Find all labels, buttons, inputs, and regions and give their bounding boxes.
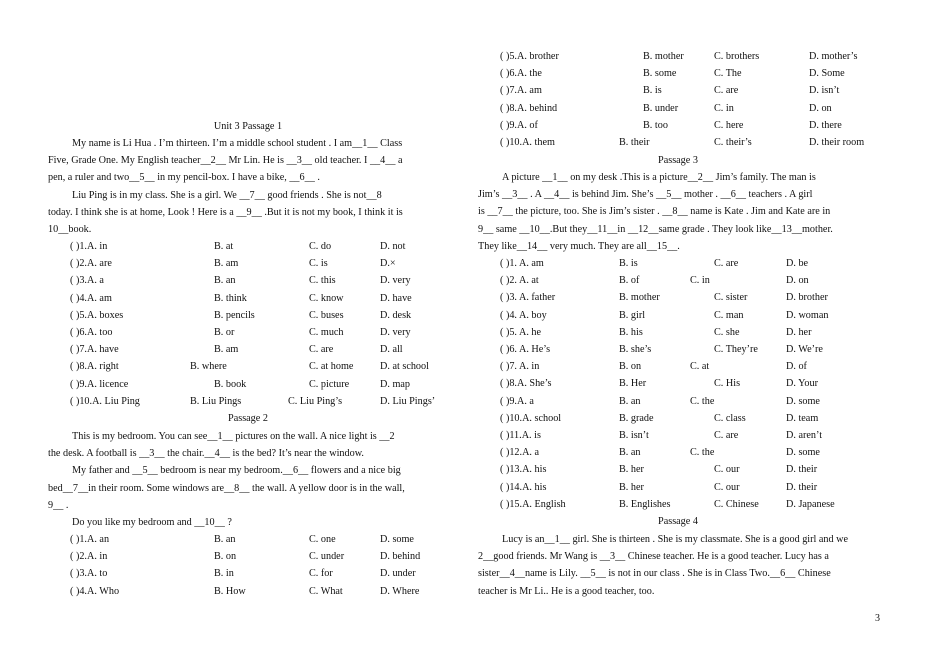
question-option-a: ( )4.A. Who	[70, 585, 120, 597]
question-row	[478, 375, 878, 392]
question-option-d: D. aren’t	[786, 430, 823, 441]
question-option-a: ( )1. A. am	[500, 258, 544, 269]
question-row	[478, 289, 878, 306]
question-option-c: C. know	[309, 292, 344, 304]
question-option-a: ( )7.A. have	[70, 344, 119, 356]
question-option-d: D. all	[380, 344, 403, 356]
question-option-d: D. at school	[380, 361, 429, 373]
question-option-b: B. of	[619, 275, 640, 287]
question-option-d: D. very	[380, 327, 411, 338]
question-option-c: C. man	[714, 309, 744, 321]
question-option-c: C. are	[714, 85, 739, 97]
question-option-a: ( )5.A. boxes	[70, 309, 124, 321]
question-option-c: C. are	[714, 258, 739, 269]
question-option-d: D. brother	[786, 292, 828, 304]
question-row	[48, 583, 448, 600]
question-row	[478, 461, 878, 478]
passage-text-line: A picture __1__ on my desk .This is a picture__2__ Jim’s family. The man is	[502, 172, 816, 183]
question-option-d: D. some	[380, 534, 414, 545]
question-option-b: B. am	[214, 258, 239, 270]
question-row	[478, 272, 878, 289]
question-row	[478, 100, 878, 117]
question-option-d: D. their room	[809, 137, 865, 148]
passage-text-line: 2__good friends. Mr Wang is __3__ Chinese teacher. He is a good teacher. Lucy has a	[478, 551, 829, 563]
question-row	[478, 410, 878, 427]
question-option-b: B. is	[643, 85, 662, 97]
question-option-a: ( )4. A. boy	[500, 309, 547, 321]
question-option-b: B. his	[619, 326, 643, 338]
question-row	[48, 255, 448, 272]
question-row	[48, 393, 448, 410]
passage-text-line: Liu Ping is in my class. She is a girl. We __7__ good friends . She is not__8	[72, 189, 382, 201]
question-option-c: C. in	[714, 102, 734, 114]
question-option-b: B. isn’t	[619, 430, 649, 441]
question-option-d: D. on	[809, 102, 832, 114]
question-row	[478, 393, 878, 410]
question-row	[478, 65, 878, 82]
question-option-c: C. one	[309, 534, 336, 545]
passage-title: Unit 3 Passage 1	[213, 121, 283, 132]
passage-text-line: Lucy is an__1__ girl. She is thirteen . She is my classmate. She is a good girl and we	[502, 534, 849, 545]
question-option-b: B. Her	[619, 378, 647, 390]
question-option-c: C. this	[309, 275, 336, 287]
question-option-d: D. under	[380, 568, 416, 580]
passage-title: Passage 4	[658, 516, 698, 527]
question-row	[48, 548, 448, 565]
question-option-a: ( )8.A. behind	[500, 102, 558, 114]
question-option-c: C. here	[714, 119, 744, 131]
question-option-a: ( )15.A. English	[500, 498, 566, 510]
question-option-a: ( )3. A. father	[500, 292, 556, 304]
passage-text-line: 9__ same __10__.But they__11__in __12__same grade . They look like__13__mother.	[478, 223, 833, 235]
question-option-a: ( )2.A. are	[70, 258, 112, 270]
question-option-d: D. woman	[786, 309, 829, 321]
question-option-d: D. Some	[809, 68, 845, 80]
passage-title: Passage 2	[228, 413, 268, 424]
question-row	[48, 290, 448, 307]
question-option-d: D. their	[786, 481, 818, 493]
question-option-b: B. pencils	[214, 309, 255, 321]
question-option-a: ( )14.A. his	[500, 481, 547, 493]
question-option-b: B. How	[214, 585, 246, 597]
question-row	[478, 255, 878, 272]
question-option-b: B. an	[214, 275, 236, 287]
question-option-b: B. in	[214, 568, 234, 580]
question-option-b: B. think	[214, 292, 247, 304]
question-row	[48, 565, 448, 582]
question-option-d: D. some	[786, 447, 820, 459]
question-option-a: ( )7.A. am	[500, 85, 542, 97]
question-option-d: D. of	[786, 361, 807, 373]
question-row	[478, 496, 878, 513]
question-option-c: C. picture	[309, 378, 350, 390]
question-row	[478, 307, 878, 324]
question-option-b: B. book	[214, 378, 247, 390]
question-option-b: B. too	[643, 119, 668, 131]
question-option-b: B. an	[619, 447, 641, 459]
question-option-c: C. are	[309, 344, 334, 356]
question-row	[478, 444, 878, 461]
question-option-a: ( )10.A. them	[500, 137, 555, 148]
question-option-a: ( )8.A. She’s	[500, 378, 552, 390]
question-option-b: B. Liu Pings	[190, 395, 242, 407]
question-option-c: C. do	[309, 241, 332, 252]
question-row	[48, 238, 448, 255]
question-option-b: B. on	[619, 361, 642, 373]
question-option-d: D. Japanese	[786, 498, 835, 510]
passage-text-line: sister__4__name is Lily. __5__ is not in our class . She is in Class Two.__6__ Chinese	[478, 568, 831, 580]
question-option-d: D. there	[809, 119, 842, 131]
question-option-c: C. class	[714, 412, 746, 424]
passage-text-line: They like__14__ very much. They are all__15__.	[478, 240, 680, 252]
question-option-d: D. mother’s	[809, 51, 858, 62]
question-option-c: C. much	[309, 327, 344, 338]
question-option-d: D. on	[786, 275, 809, 287]
question-option-a: ( )6.A. too	[70, 327, 113, 338]
question-row	[478, 358, 878, 375]
passage-text-line: Jim’s __3__ . A __4__ is behind Jim. She’s __5__ mother . __6__ teachers . A girl	[478, 189, 813, 201]
question-option-b: B. where	[190, 361, 227, 373]
question-option-c: C. They’re	[714, 344, 758, 355]
question-option-c: C. at home	[309, 361, 354, 373]
question-row	[48, 272, 448, 289]
question-option-d: D. team	[786, 412, 819, 424]
question-option-b: B. an	[214, 534, 236, 545]
question-option-a: ( )7. A. in	[500, 361, 540, 373]
question-option-d: D. Your	[786, 378, 818, 390]
question-option-a: ( )6. A. He’s	[500, 344, 551, 355]
question-option-c: C. is	[309, 258, 328, 270]
question-option-c: C. The	[714, 68, 742, 80]
passage-text-line: pen, a ruler and two__5__ in my pencil-box. I have a bike, __6__ .	[48, 172, 320, 184]
question-option-c: C. brothers	[714, 51, 760, 62]
passage-text-line: 9__ .	[48, 499, 69, 511]
question-option-b: B. Englishes	[619, 498, 671, 510]
question-option-b: B. her	[619, 464, 644, 476]
passage-text-line: bed__7__in their room. Some windows are__8__ the wall. A yellow door is in the wall,	[48, 482, 405, 494]
question-option-d: D. be	[786, 258, 809, 269]
question-option-d: D. Liu Pings’	[380, 395, 436, 407]
question-option-d: D. map	[380, 378, 410, 390]
question-option-b: B. she’s	[619, 344, 652, 355]
passage-text-line: today. I think she is at home, Look ! Here is a __9__ .But it is not my book, I think it is	[48, 206, 403, 218]
question-option-b: B. on	[214, 551, 237, 563]
page-number: 3	[875, 613, 880, 624]
passage-text-line: teacher is Mr Li.. He is a good teacher, too.	[478, 585, 655, 597]
question-option-c: C. she	[714, 326, 740, 338]
question-option-b: B. mother	[643, 51, 684, 62]
question-option-d: D.×	[380, 258, 396, 270]
passage-text-line: is __7__ the picture, too. She is Jim’s sister . __8__ name is Kate . Jim and Kate are in	[478, 206, 831, 218]
question-row	[478, 48, 878, 65]
question-option-a: ( )3.A. a	[70, 275, 104, 287]
question-option-d: D. desk	[380, 309, 412, 321]
question-option-c: C. their’s	[714, 137, 752, 148]
question-option-a: ( )10.A. school	[500, 412, 562, 424]
question-option-c: C. are	[714, 430, 739, 441]
question-option-b: B. girl	[619, 309, 646, 321]
question-option-a: ( )2.A. in	[70, 551, 108, 563]
question-option-c: C. the	[690, 447, 715, 459]
passage-text-line: My name is Li Hua . I’m thirteen. I’m a middle school student . I am__1__ Class	[72, 138, 403, 149]
question-option-b: B. am	[214, 344, 239, 356]
question-option-c: C. What	[309, 585, 343, 597]
question-option-c: C. the	[690, 395, 715, 407]
question-option-d: D. have	[380, 292, 412, 304]
question-row	[478, 117, 878, 134]
question-option-a: ( )4.A. am	[70, 292, 112, 304]
question-option-b: B. mother	[619, 292, 660, 304]
question-row	[48, 531, 448, 548]
question-option-b: B. is	[619, 258, 638, 269]
question-option-a: ( )9.A. a	[500, 395, 534, 407]
question-option-d: D. behind	[380, 551, 421, 563]
passage-text-line: the desk. A football is __3__ the chair.__4__ is the bed? It’s near the window.	[48, 448, 364, 460]
question-row	[48, 307, 448, 324]
question-option-c: C. our	[714, 481, 740, 493]
question-option-b: B. an	[619, 395, 641, 407]
question-option-b: B. at	[214, 241, 234, 252]
question-option-a: ( )10.A. Liu Ping	[70, 395, 140, 407]
question-option-c: C. Liu Ping’s	[288, 395, 343, 407]
question-option-d: D. their	[786, 464, 818, 476]
question-row	[478, 324, 878, 341]
question-option-c: C. His	[714, 378, 741, 390]
question-option-a: ( )13.A. his	[500, 464, 547, 476]
question-option-a: ( )9.A. of	[500, 119, 538, 131]
question-option-a: ( )1.A. an	[70, 534, 110, 545]
question-option-c: C. at	[690, 361, 710, 373]
question-option-d: D. Where	[380, 585, 420, 597]
question-option-a: ( )5. A. he	[500, 326, 542, 338]
question-option-b: B. or	[214, 327, 235, 338]
question-option-d: D. very	[380, 275, 411, 287]
question-option-c: C. in	[690, 275, 710, 287]
question-row	[48, 324, 448, 341]
question-row	[48, 376, 448, 393]
question-option-d: D. some	[786, 395, 820, 407]
question-row	[478, 82, 878, 99]
passage-title: Passage 3	[658, 155, 698, 166]
question-option-b: B. her	[619, 481, 644, 493]
question-option-b: B. some	[643, 68, 677, 80]
question-row	[48, 358, 448, 375]
question-row	[478, 341, 878, 358]
question-option-a: ( )3.A. to	[70, 568, 108, 580]
question-option-a: ( )6.A. the	[500, 68, 542, 80]
question-option-a: ( )2. A. at	[500, 275, 539, 287]
question-option-a: ( )12.A. a	[500, 447, 540, 459]
question-row	[478, 134, 878, 151]
question-option-d: D. isn’t	[809, 85, 840, 97]
passage-text-line: This is my bedroom. You can see__1__ pictures on the wall. A nice light is __2	[72, 431, 395, 442]
question-option-c: C. Chinese	[714, 498, 759, 510]
question-option-c: C. sister	[714, 292, 748, 304]
passage-text-line: Five, Grade One. My English teacher__2__ Mr Lin. He is __3__ old teacher. I __4__ a	[48, 155, 403, 167]
question-option-a: ( )1.A. in	[70, 241, 108, 252]
question-row	[478, 427, 878, 444]
passage-text-line: My father and __5__ bedroom is near my bedroom.__6__ flowers and a nice big	[72, 465, 401, 477]
question-option-b: B. under	[643, 102, 679, 114]
question-option-c: C. under	[309, 551, 345, 563]
passage-text-line: 10__book.	[48, 224, 92, 235]
question-option-c: C. buses	[309, 309, 344, 321]
question-option-b: B. their	[619, 137, 650, 148]
question-option-d: D. not	[380, 241, 406, 252]
question-option-c: C. for	[309, 568, 333, 580]
question-option-a: ( )9.A. licence	[70, 378, 129, 390]
question-option-a: ( )8.A. right	[70, 361, 119, 373]
question-option-d: D. her	[786, 326, 812, 338]
question-option-c: C. our	[714, 464, 740, 476]
question-option-b: B. grade	[619, 412, 654, 424]
question-option-a: ( )5.A. brother	[500, 51, 559, 62]
question-row	[478, 479, 878, 496]
question-option-a: ( )11.A. is	[500, 430, 541, 441]
question-option-d: D. We’re	[786, 344, 823, 355]
passage-text-line: Do you like my bedroom and __10__ ?	[72, 517, 232, 528]
question-row	[48, 341, 448, 358]
